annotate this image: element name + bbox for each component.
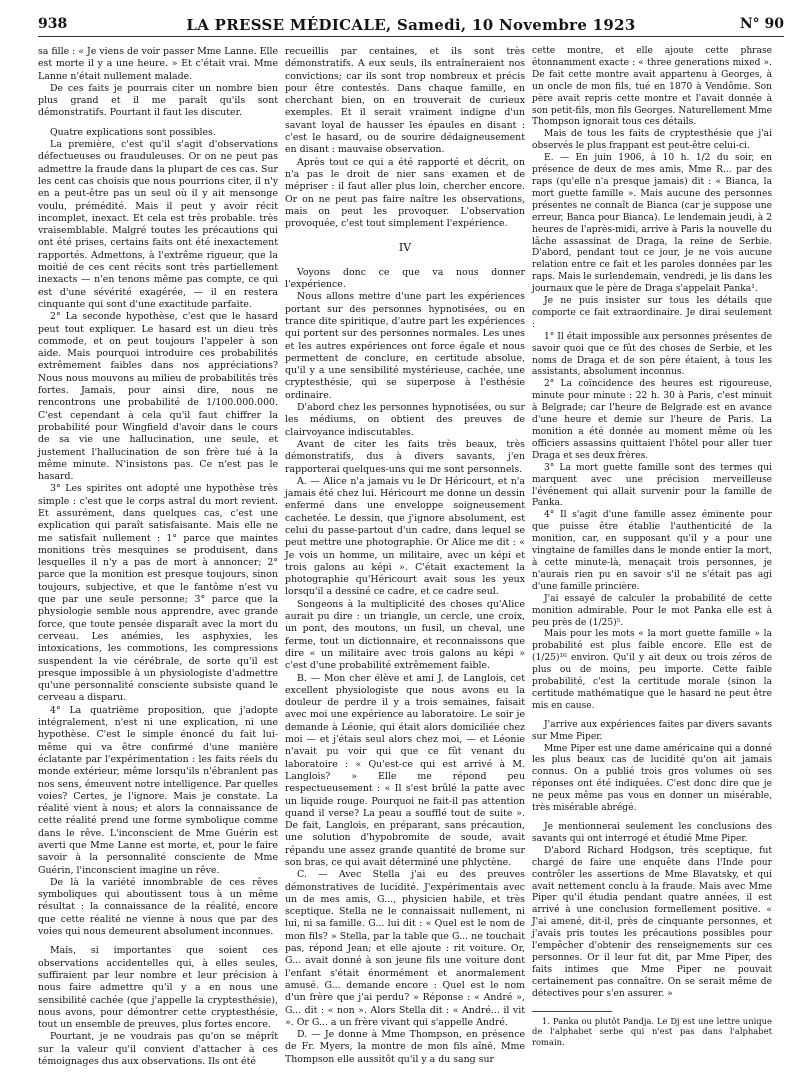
page-header [38,14,784,37]
paragraph: cette montre, et elle ajoute cette phrase étonnamment exacte : « three generations mixed ». De fait cette montre avait appartenu à Georges, à un oncle de mon fils, tué en 1870 à Vendôme. Son père avait repris cette montre et l'avait donnée à son petit-fils, mon fils Georges. Naturellement Mme Thompson ignorait tous ces détails. [532,46,772,128]
paragraph: Nous allons mettre d'une part les expériences portant sur des personnes hypnotisées, ou en trance dite spiritique, d'autre part les expériences qui portent sur des personnes normales. Les unes et les autres expériences ont force égale et nous permettent de conclure, en certitude absolue, qu'il y a une sensibilité mystérieuse, cachée, une cryptesthésie, qui se superpose à l'esthésie ordinaire. [285,291,525,401]
paragraph: 3° Les spirites ont adopté une hypothèse très simple : c'est que le corps astral du mort revient. Et assurément, dans quelques cas, c'est une explication qui paraît satisfaisante. Mais elle ne me satisfait nullement : 1° parce que maintes monitions très mesquines se produisent, dans lesquelles il n'y a pas de mort à annoncer; 2° parce que la monition est presque toujours, sinon toujours, subjective, et que le fantôme n'est vu que par une seule personne; 3° parce que la physiologie semble nous apprendre, avec grande force, que toute pensée disparaît avec la mort du cerveau. Les anémies, les asphyxies, les intoxications, les commotions, les compressions suspendent la vie cérébrale, de sorte qu'il est presque impossible à un physiologiste d'admettre qu'une personnalité consciente subsiste quand le cerveau a disparu. [38,483,278,704]
footnote: 1. Panka ou plutôt Pandja. Le Dj est une lettre unique de l'alphabet serbe qui n'est pas dans l'alphabet romain. [532,1015,772,1047]
paragraph: 4° La quatrième proposition, que j'adopte intégralement, n'est ni une explication, ni une hypothèse. C'est le simple énoncé du fait lui-même qui va être confirmé d'une manière éclatante par l'expérimentation : les faits réels du monde extérieur, même lorsqu'ils n'ébranlent pas nos sens, émeuvent notre intelligence. Par quelles voies? Certes, je l'ignore. Mais je constate. La réalité vient à nous; et alors la connaissance de cette réalité prend une forme symbolique comme dans le rêve. L'inconscient de Mme Guérin est averti que Mme Lanne est morte, et, pour le faire savoir à la personnalité consciente de Mme Guérin, l'inconscient imagine un rêve. [38,704,278,876]
paragraph: Après tout ce qui a été rapporté et décrit, on n'a pas le droit de nier sans examen et de mépriser : il faut aller plus loin, chercher encore. Or on ne peut pas faire naître les observations, mais on peut les provoquer. L'observation provoquée, c'est tout simplement l'expérience. [285,156,525,230]
paragraph: Je ne puis insister sur tous les détails que comporte ce fait extraordinaire. Je dirai seulement : [532,296,772,330]
paragraph: Songeons à la multiplicité des choses qu'Alice aurait pu dire : un triangle, un cercle, une croix, un pont, des moutons, un fusil, un cheval, une ferme, tout un dictionnaire, et reconnaissons que dire « un militaire avec trois galons au képi » c'est d'une probabilité extrêmement faible. [285,598,525,672]
paragraph: D'abord Richard Hodgson, très sceptique, fut chargé de faire une enquête dans l'Inde pour contrôler les assertions de Mme Blavatsky, et qui avait nettement conclu à la fraude. Mais avec Mme Piper qu'il étudia pendant quatre années, il est arrivé à une conclusion formellement positive. « J'ai amené, dit-il, près de cinquante personnes, et j'avais pris toutes les précautions possibles pour l'empêcher d'obtenir des renseignements sur ces personnes. Or il leur fut dit, par Mme Piper, des faits intimes que Mme Piper ne pouvait certainement pas connaître. On se serait même de détectives pour s'en assurer. » [532,845,772,999]
text-column-right [532,46,772,1047]
section-heading: IV [398,241,412,255]
paragraph: recueillis par centaines, et ils sont très démonstratifs. A eux seuls, ils entraîneraient nos convictions; car ils sont trop nombreux et précis pour être contestés. Dans chaque famille, en cherchant bien, on en trouverait de curieux exemples. Et il serait vraiment indigne d'un savant loyal de hausser les épaules en disant : c'est le hasard, ou de sourire dédaigneusement en disant : mauvaise observation. [285,46,525,156]
paragraph: Je mentionnerai seulement les conclusions des savants qui ont interrogé et étudié Mme Piper. [532,822,772,844]
paragraph: Avant de citer les faits très beaux, très démonstratifs, dus à divers savants, j'en rapporterai quelques-uns qui me sont personnels. [285,438,525,475]
paragraph: 2° La coïncidence des heures est rigoureuse, minute pour minute : 22 h. 30 à Paris, c'est minuit à Belgrade; car l'heure de Belgrade est en avance d'une heure et demie sur l'heure de Paris. La monition a été donnée au moment même où les officiers assassins quittaient l'hôtel pour aller tuer Draga et ses deux frères. [532,379,772,461]
paragraph: Quatre explications sont possibles. [50,126,216,138]
paragraph: B. — Mon cher élève et ami J. de Langlois, cet excellent physiologiste que nous avons eu la douleur de perdre il y a trois semaines, faisait avec moi une expérience au laboratoire. Le soir je demande à Léonie, qui était alors domiciliée chez moi — et j'étais seul alors chez moi, — et Léonie n'avait pu voir qui que ce fût venant du laboratoire : « Qu'est-ce qui est arrivé à M. Langlois? » Elle me répond peu respectueusement : « Il s'est brûlé la patte avec un liquide rouge. Pourquoi ne fait-il pas attention quand il verse? La peau a soufflé tout de suite ». De fait, Langlois, en préparant, sans précaution, une solution d'hypobromite de soude, avait répandu une assez grande quantité de brome sur son bras, ce qui avait déterminé une phlyctène. [285,672,525,868]
paragraph: Mais, si importantes que soient ces observations accidentelles qui, à elles seules, suffiraient par leur nombre et leur précision à nous faire admettre qu'il y a en nous une sensibilité cachée (que j'appelle la cryptesthésie), nous avons, pour démontrer cette cryptesthésie, tout un ensemble de preuves, plus fortes encore. [38,945,278,1031]
issue-number: N° 90 [739,16,784,32]
paragraph: C. — Avec Stella j'ai eu des preuves démonstratives de lucidité. J'expérimentais avec un de mes amis, G..., physicien habile, et très sceptique. Stella ne le connaissait nullement, ni lui, ni sa famille. G... lui dit : « Quel est le nom de mon fils? » Stella, par la table que G... ne touchait pas, répond Jean; et elle ajoute : rit voiture. Or, G... avait donné à son jeune fils une voiture dont l'enfant s'était énormément et anormalement amusé. G... demande encore : Quel est le nom d'un frère que j'ai perdu? » Réponse : « André », G... dit : « non ». Alors Stella dit : « André... il vit ». Or G... a un frère vivant qui s'appelle André. [285,869,525,1028]
paragraph: E. — En juin 1906, à 10 h. 1/2 du soir, en présence de deux de mes amis, Mme R... par des raps (qu'elle n'a presque jamais) dit : « Bianca, la mort guette famille ». Mais aucune des personnes présentes ne connaît de Bianca (car je suppose une erreur, Banca pour Bianca). Le lendemain jeudi, à 2 heures de l'après-midi, arrive à Paris la nouvelle du lâche assassinat de Draga, la reine de Serbie. D'abord, pendant tout ce jour, je ne vois aucune relation entre ce fait et les paroles données par les raps. Mais le surlendemain, vendredi, je lis dans les journaux que le père de Draga s'appelait Panka¹. [532,153,772,295]
paragraph: De là la variété innombrable de ces rêves symboliques qui aboutissent tous à un même résultat : la connaissance de la réalité, encore que cette réalité ne vienne à nous que par des voies qui nous demeurent absolument inconnues. [38,876,278,938]
paragraph: De ces faits je pourrais citer un nombre bien plus grand et il me paraît qu'ils sont démonstratifs. Pourtant il faut les discuter. [38,82,278,119]
paragraph: D. — Je donne à Mme Thompson, en présence de Fr. Myers, la montre de mon fils aîné. Mme Thompson elle aussitôt qu'il y a du sang sur [285,1029,525,1065]
paragraph: A. — Alice n'a jamais vu le Dr Héricourt, et n'a jamais été chez lui. Héricourt me donne un dessin enfermé dans une enveloppe soigneusement cachetée. Le dessin, que j'ignore absolument, est celui du passe-partout d'un cadre, dans lequel se peut mettre une photographie. Or Alice me dit : « Je vois un homme, un militaire, avec un képi et trois galons au képi ». C'était exactement la photographie qu'Héricourt avait sous les yeux lorsqu'il a dessiné ce cadre, et ce cadre seul. [285,475,525,598]
text-column-middle [285,46,525,1066]
paragraph: 1° Il était impossible aux personnes présentes de savoir quoi que ce fût des choses de Serbie, et les noms de Draga et de son père étaient, à tous les assistants, absolument inconnus. [532,331,772,378]
page-number: 938 [38,16,68,32]
paragraph: 3° La mort guette famille sont des termes qui marquent avec une précision merveilleuse l'événement qui allait survenir pour la famille de Panka. [532,462,772,509]
paragraph: D'abord chez les personnes hypnotisées, ou sur les médiums, on obtient des preuves de clairvoyance indiscutables. [285,402,525,438]
paragraph: Voyons donc ce que va nous donner l'expérience. [285,266,525,291]
paragraph: La première, c'est qu'il s'agit d'observations défectueuses ou frauduleuses. Or on ne peut pas admettre la fraude dans la plupart de ces cas. Sur les cent cas choisis que nous pourrions citer, il n'y en a peut-être pas un seul où il y ait mensonge voulu, prémédité. Mais il peut y avoir récit incomplet, inexact. Et cela est très probable. très vraisemblable. Malgré toutes les précautions qui ont été prises, certains faits ont été inexactement rapportés. Admettons, à l'extrême rigueur, que la moitié de ces cent récits sont très partiellement inexacts — n'en tenons même pas compte, ce qui est d'une sévérité exagérée, — il en restera cinquante qui sont d'une exactitude parfaite. [38,139,278,310]
paragraph: Mme Piper est une dame américaine qui a donné les plus beaux cas de lucidité qu'on ait jamais connus. On a publié trois gros volumes où ses réponses ont été indiquées. C'est donc dire que je ne peux même pas vous en donner un misérable, très misérable abrégé. [532,743,772,814]
paragraph: J'arrive aux expériences faites par divers savants sur Mme Piper. [532,719,772,742]
text-column-left [38,46,278,1068]
journal-title: LA PRESSE MÉDICALE, Samedi, 10 Novembre 1923 [186,16,636,34]
paragraph: Mais de tous les faits de cryptesthésie que j'ai observés le plus frappant est peut-être celui-ci. [532,129,772,152]
paragraph: J'ai essayé de calculer la probabilité de cette monition admirable. Pour le mot Panka elle est à peu près de (1/25)⁵. [532,593,772,628]
paragraph: sa fille : « Je viens de voir passer Mme Lanne. Elle est morte il y a une heure. » Et c'était vrai. Mme Lanne n'était nullement malade. [38,46,278,82]
footnote-divider [532,1011,612,1012]
paragraph: Mais pour les mots « la mort guette famille » la probabilité est plus faible encore. Elle est de (1/25)¹⁶ environ. Qu'il y ait deux ou trois zéros de plus ou de moins, peu importe. Cette faible probabilité, c'est la certitude morale (sinon la certitude mathématique que le hasard ne peut être mis en cause. [532,629,772,711]
paragraph: 4° Il s'agit d'une famille assez éminente pour que puisse être établie l'authenticité de la monition, car, en supposant qu'il y a pour une vingtaine de familles dans le monde entier la mort, à cette minute-là, menaçait trois personnes, je n'aurais rien pu en savoir s'il ne s'était pas agi d'une famille princière. [532,510,772,592]
paragraph: 2° La seconde hypothèse, c'est que le hasard peut tout expliquer. Le hasard est un dieu très commode, et on peut toujours l'appeler à son aide. Mais pourquoi introduire ces probabilités extrêmement faibles dans nos appréciations? Nous nous mouvons au milieu de probabilités très fortes. Jamais, pour ainsi dire, nous ne rencontrons une probabilité de 1/100.000.000. C'est cependant à cela qu'il faut chiffrer la probabilité pour Wingfield d'avoir dans le cours de sa vie une hallucination, une seule, et justement l'hallucination de son frère tué à la même minute. N'insistons pas. Ce n'est pas le hasard. [38,311,278,483]
paragraph: Pourtant, je ne voudrais pas qu'on se méprît sur la valeur qu'il convient d'attacher à ces témoignages dus aux observations. Ils ont été [38,1031,278,1068]
